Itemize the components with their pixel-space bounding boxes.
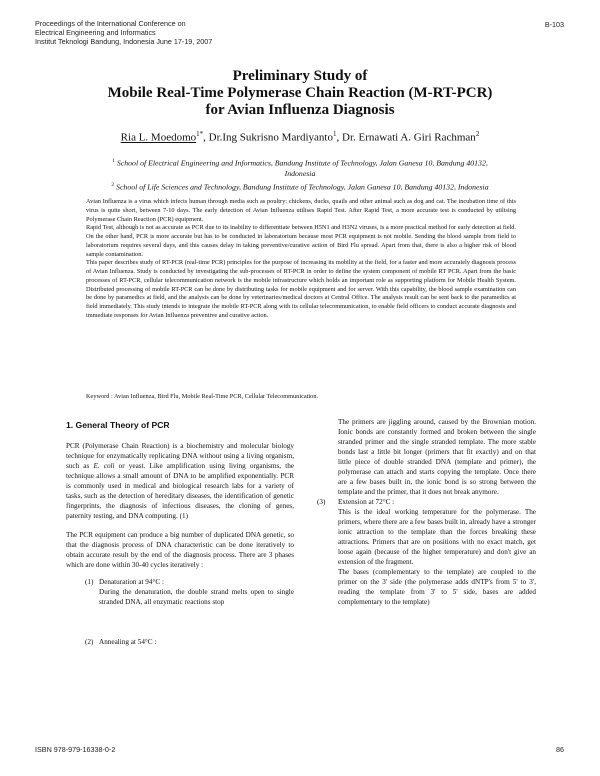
- section-heading: 1. General Theory of PCR: [66, 420, 170, 430]
- affil-number: 2: [111, 181, 115, 188]
- right-column: [317, 417, 536, 607]
- phase-title: Annealing at 54°C :: [99, 638, 157, 646]
- body-text: or yeast. Like amplification using living organisms, the technique allows a small amount of DNA to be amplified exponentially. PCR is commonly used in medical and biological research labs for a variety of tasks, such as the detection of hereditary diseases, the identification of genetic fingerprints, the diagnosis of infectious diseases, the cloning of genes, paternity testing, and DNA computing. (1): [66, 462, 295, 520]
- phase-item-3: [317, 497, 536, 607]
- author-affil-mark: 1*: [196, 130, 204, 138]
- phase-number: (1): [85, 578, 94, 586]
- phase-number: (2): [85, 638, 94, 646]
- affil-text: School of Electrical Engineering and Informatics, Bandung Institute of Technology, Jalan Ganesa 10, Bandung 40132,: [114, 158, 488, 168]
- species-name: E. coli: [93, 462, 115, 470]
- isbn: ISBN 978-979-16338-0-2: [35, 745, 116, 754]
- phase-text: The primers are jiggling around, caused by the Brownian motion. Ionic bonds are constantly formed and broken between the single stranded primer and the single stranded template. The more stable bonds last a little bit longer (primers that fit exactly) and on that little piece of double stranded DNA (template and primer), the polymerase can attach and starts copying the template. Once there are a few bases built in, the ionic bond is so strong between the template and the primer, that it does not break anymore.: [338, 418, 536, 496]
- affiliation-1: [60, 156, 540, 169]
- title-line: Mobile Real-Time Polymerase Chain Reaction (M-RT-PCR): [107, 85, 493, 101]
- phase-number: (3): [317, 498, 326, 506]
- author-name: Ria L. Moedomo: [120, 131, 197, 144]
- author-affil-mark: 1: [333, 130, 337, 138]
- abstract: [86, 198, 516, 321]
- phase-title: Extension at 72°C :: [338, 498, 395, 506]
- affil-text: School of Life Sciences and Technology, Bandung Institute of Technology, Jalan Ganesa 10, Bandung 40132, Indonesia: [114, 182, 489, 192]
- page-number: 86: [556, 745, 564, 754]
- proceedings-header: [35, 19, 212, 46]
- author-name: , Dr.Ing Sukrisno Mardiyanto: [203, 131, 333, 144]
- abstract-paragraph: This paper describes study of RT-PCR (real-time PCR) principles for the purpose of increasing its mobility at the field, for a faster and more accurately diagnosis process of Avian Influenza. Study is conducted by investigating the sub-processes of RT-PCR in order to define the system component of mobile RT PCR. Apart from the basic processes of RT-PCR, cellular telecommunication network is the mobile infrastructure which holds an important role as supporting platform for Mobile Health System. Distributed processing of mobile RT-PCR can be done by distributing tasks for mobile equipment and for server. With this capability, the blood sample examination can be done by paramedics at field, and the analysis can be done by veterinaries/medical doctors at Central Office. The analysis result can be sent back to the paramedics at field immediately. This study intends to integrate the mobile RT-PCR along with its cellular telecommunication, to enable field officers to conduct accurate diagnosis and immediate responses for Avian Influenza preventive and curative action.: [86, 259, 516, 319]
- affiliation-1-cont: Indonesia: [284, 169, 316, 179]
- phase-item-1: [66, 577, 294, 607]
- title-line: for Avian Influenza Diagnosis: [205, 102, 395, 118]
- paper-title: [0, 68, 600, 119]
- title-line: Preliminary Study of: [232, 68, 368, 84]
- left-column: [66, 419, 294, 647]
- phase-title: Denaturation at 94°C :: [99, 578, 164, 586]
- header-line: Institut Teknologi Bandung, Indonesia June 17-19, 2007: [35, 37, 213, 46]
- page-code: B-103: [544, 20, 564, 29]
- body-paragraph: [66, 441, 294, 521]
- abstract-paragraph: Avian Influenza is a virus which infects human through media such as poultry: chickens, ducks, quails and other animal such as dog and cat. The incubation time of this virus is quite short, between 7-10 days. The early detection of Avian Influenza utilises Rapid Test. After Rapid Test, a more accurate test is conducted by utilising Polymerase Chain Reaction (PCR) equipment.: [86, 198, 516, 223]
- header-line: Proceedings of the International Conference on: [35, 19, 186, 28]
- affiliations: [60, 156, 540, 193]
- author-name: , Dr. Ernawati A. Giri Rachman: [336, 131, 476, 144]
- phase-text: The bases (complementary to the template) are coupled to the primer on the 3' side (the polymerase adds dNTP's from 5' to 3', reading the template from 3' to 5' side, bases are added complementary to the template): [338, 568, 536, 606]
- abstract-paragraph: Rapid Test, although is not as accurate as PCR due to its inability to differentiate between H5N1 and H3N2 viruses, is a more practical method for early detection at field. On the other hand, PCR is more accurate but has to be conducted in laboratorium because most PCR equipment is not mobile. Sending the blood sample from field to laboratorium requires several days, and this causes delay in taking preventive/curative action of Bird Flu spread. Apart from that, there is also a higher risk of blood sample contamination.: [86, 224, 516, 258]
- keywords: Keyword : Avian Influenza, Bird Flu, Mobile Real-Time PCR, Cellular Telecommunication.: [86, 393, 319, 400]
- author-affil-mark: 2: [475, 130, 480, 138]
- author-list: [0, 130, 600, 144]
- body-paragraph: The PCR equipment can produce a big number of duplicated DNA genetic, so that the diagnosis process of DNA characteristic can be done iteratively to obtain accurate result by the end of the diagnosis process. There are 3 phases which are done within 30-40 cycles iteratively :: [66, 531, 294, 569]
- phase-item-2: [66, 637, 294, 647]
- affiliation-2: [60, 180, 540, 193]
- header-line: Electrical Engineering and Informatics: [35, 28, 156, 37]
- phase-text: During the denaturation, the double strand melts open to single stranded DNA, all enzymatic reactions stop: [99, 588, 294, 606]
- affil-number: 1: [112, 158, 115, 164]
- body-text: PCR (Polymerase Chain Reaction) is a biochemistry and molecular biology technique for enzymatically replicating DNA without using a living organism, such as: [66, 442, 294, 470]
- phase-text: This is the ideal working temperature for the polymerase. The primers, where there are a few bases built in, already have a stronger ionic attraction to the template than the forces breaking these attractions. Primers that are on positions with no exact match, get loose again (because of the higher temperature) and don't give an extension of the fragment.: [338, 508, 536, 566]
